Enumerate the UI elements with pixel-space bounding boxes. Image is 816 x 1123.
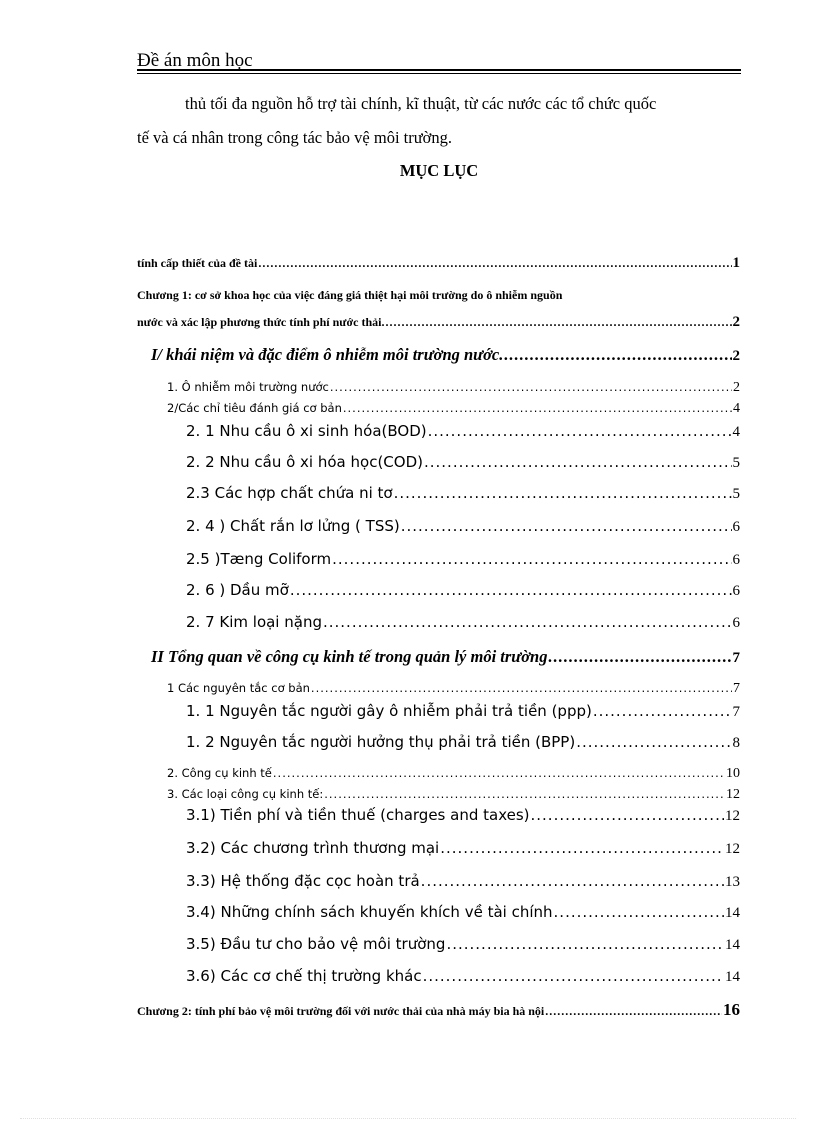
toc-entry-page: 7 <box>733 681 740 696</box>
header-rule-thick <box>137 69 741 71</box>
toc-entry-page: 14 <box>725 937 740 953</box>
toc-entry-text: 2. 7 Kim loại nặng <box>186 613 322 631</box>
toc-entry-page: 6 <box>732 583 740 599</box>
toc-entry-text: Chương 2: tính phí bảo vệ môi trường đối với nước thải của nhà máy bia hà nội <box>137 1004 545 1018</box>
toc-title: MỤC LỤC <box>399 161 479 180</box>
toc-entry-text: 3.3) Hệ thống đặc cọc hoàn trả <box>186 872 420 890</box>
toc-entry[interactable] <box>186 453 740 473</box>
toc-entry-text: 3. Các loại công cụ kinh tế: <box>167 787 324 801</box>
toc-entry-page: 12 <box>725 841 740 857</box>
toc-leader <box>323 613 732 632</box>
toc-leader <box>421 872 724 891</box>
toc-entry[interactable] <box>151 345 740 366</box>
document-header: Đề án môn học <box>137 50 253 71</box>
toc-entry-text: Chương 1: cơ sở khoa học của việc đáng giá thiệt hại môi trường do ô nhiễm nguồn <box>137 288 563 302</box>
toc-leader <box>548 647 731 667</box>
toc-entry-page: 7 <box>732 704 740 720</box>
toc-leader <box>545 1002 722 1020</box>
intro-line-2: tế và cá nhân trong công tác bảo vệ môi trường. <box>137 128 453 147</box>
toc-entry[interactable] <box>186 702 740 722</box>
toc-leader <box>311 681 732 696</box>
toc-entry[interactable] <box>186 422 740 442</box>
toc-leader <box>554 903 724 922</box>
toc-entry-text: 2.5 )Tæng Coliform <box>186 550 332 568</box>
toc-entry-page: 2 <box>732 348 740 364</box>
toc-entry[interactable] <box>186 484 740 504</box>
toc-entry[interactable] <box>186 581 740 601</box>
toc-entry-page: 12 <box>726 787 740 802</box>
toc-leader <box>385 314 731 330</box>
toc-entry-page: 10 <box>726 766 740 781</box>
toc-entry-text: 1. Ô nhiễm môi trường nước <box>167 380 329 394</box>
toc-entry-text: 1 Các nguyên tắc cơ bản <box>167 681 310 695</box>
toc-entry-text: 1. 2 Nguyên tắc người hưởng thụ phải trả tiền (BPP) <box>186 733 576 751</box>
toc-entry[interactable] <box>186 967 740 987</box>
toc-leader <box>576 733 731 752</box>
toc-entry[interactable] <box>167 681 740 696</box>
toc-entry-text: tính cấp thiết của đề tài <box>137 256 258 270</box>
toc-leader <box>273 766 725 781</box>
toc-entry-text: 2. 4 ) Chất rắn lơ lửng ( TSS) <box>186 517 400 535</box>
toc-entry[interactable] <box>186 903 740 923</box>
page-bottom-edge <box>20 1118 796 1119</box>
header-rule-thin <box>137 73 741 74</box>
toc-leader <box>531 806 725 825</box>
toc-leader <box>401 517 732 536</box>
intro-line-1: thủ tối đa nguồn hỗ trợ tài chính, kĩ thuật, từ các nước các tổ chức quốc <box>185 94 657 113</box>
toc-entry-text: 3.2) Các chương trình thương mại <box>186 839 440 857</box>
toc-entry[interactable] <box>186 935 740 955</box>
toc-entry[interactable] <box>167 401 740 416</box>
toc-entry-text: 3.1) Tiền phí và tiền thuế (charges and taxes) <box>186 806 530 824</box>
toc-entry-page: 4 <box>733 401 740 416</box>
toc-entry-page: 13 <box>725 874 740 890</box>
toc-leader <box>593 702 732 721</box>
toc-entry[interactable] <box>137 1001 740 1020</box>
toc-leader <box>258 255 731 271</box>
toc-leader <box>324 787 725 802</box>
toc-entry[interactable] <box>186 872 740 892</box>
toc-entry[interactable] <box>167 787 740 802</box>
toc-entry-page: 6 <box>732 552 740 568</box>
toc-entry-text: 3.4) Những chính sách khuyến khích về tài chính <box>186 903 553 921</box>
toc-leader <box>330 380 732 395</box>
toc-leader <box>423 967 724 986</box>
toc-entry[interactable] <box>186 806 740 826</box>
toc-entry-text: II Tổng quan về công cụ kinh tế trong quản lý môi trường <box>151 647 548 666</box>
toc-leader <box>332 550 731 569</box>
toc-entry-text: 3.6) Các cơ chế thị trường khác <box>186 967 422 985</box>
toc-entry-page: 8 <box>732 735 740 751</box>
toc-entry[interactable] <box>167 380 740 395</box>
toc-entry[interactable] <box>186 613 740 633</box>
toc-entry-page: 4 <box>732 424 740 440</box>
toc-entry-text: 2. 2 Nhu cầu ô xi hóa học(COD) <box>186 453 423 471</box>
toc-entry[interactable] <box>186 517 740 537</box>
toc-entry-page: 14 <box>725 905 740 921</box>
toc-entry-page: 1 <box>732 255 740 271</box>
toc-entry-page: 2 <box>732 314 740 330</box>
toc-leader <box>440 839 724 858</box>
toc-entry-page: 16 <box>723 1000 740 1019</box>
toc-entry[interactable] <box>186 733 740 753</box>
toc-entry-page: 12 <box>725 808 740 824</box>
toc-entry[interactable] <box>137 255 740 271</box>
toc-entry-page: 6 <box>732 615 740 631</box>
toc-entry[interactable] <box>167 766 740 781</box>
toc-leader <box>290 581 732 600</box>
toc-entry-text: I/ khái niệm và đặc điểm ô nhiễm môi trường nước. <box>151 345 504 364</box>
toc-leader <box>394 484 732 503</box>
toc-entry-text: 1. 1 Nguyên tắc người gây ô nhiễm phải trả tiền (ppp) <box>186 702 592 720</box>
toc-leader <box>428 422 732 441</box>
toc-entry-text: 3.5) Đầu tư cho bảo vệ môi trường <box>186 935 446 953</box>
toc-entry-text: 2. 6 ) Dầu mỡ <box>186 581 289 599</box>
toc-entry-text: 2. Công cụ kinh tế <box>167 766 272 780</box>
toc-entry[interactable] <box>151 647 740 668</box>
toc-entry[interactable] <box>186 550 740 570</box>
toc-leader <box>424 453 732 472</box>
toc-leader <box>446 935 724 954</box>
toc-entry-text: 2.3 Các hợp chất chứa ni tơ <box>186 484 393 502</box>
toc-entry-page: 6 <box>732 519 740 535</box>
toc-entry-page: 7 <box>732 650 740 666</box>
toc-entry[interactable] <box>137 287 562 303</box>
toc-entry-page: 14 <box>725 969 740 985</box>
toc-leader <box>504 345 731 365</box>
toc-entry-text: 2/Các chỉ tiêu đánh giá cơ bản <box>167 401 342 415</box>
toc-entry-page: 2 <box>733 380 740 395</box>
toc-entry[interactable] <box>186 839 740 859</box>
toc-entry-page: 5 <box>732 455 740 471</box>
toc-entry[interactable] <box>137 314 740 330</box>
toc-entry-text: nước và xác lập phương thức tính phí nước thải. <box>137 315 385 329</box>
toc-leader <box>343 401 732 416</box>
toc-entry-text: 2. 1 Nhu cầu ô xi sinh hóa(BOD) <box>186 422 427 440</box>
toc-entry-page: 5 <box>732 486 740 502</box>
